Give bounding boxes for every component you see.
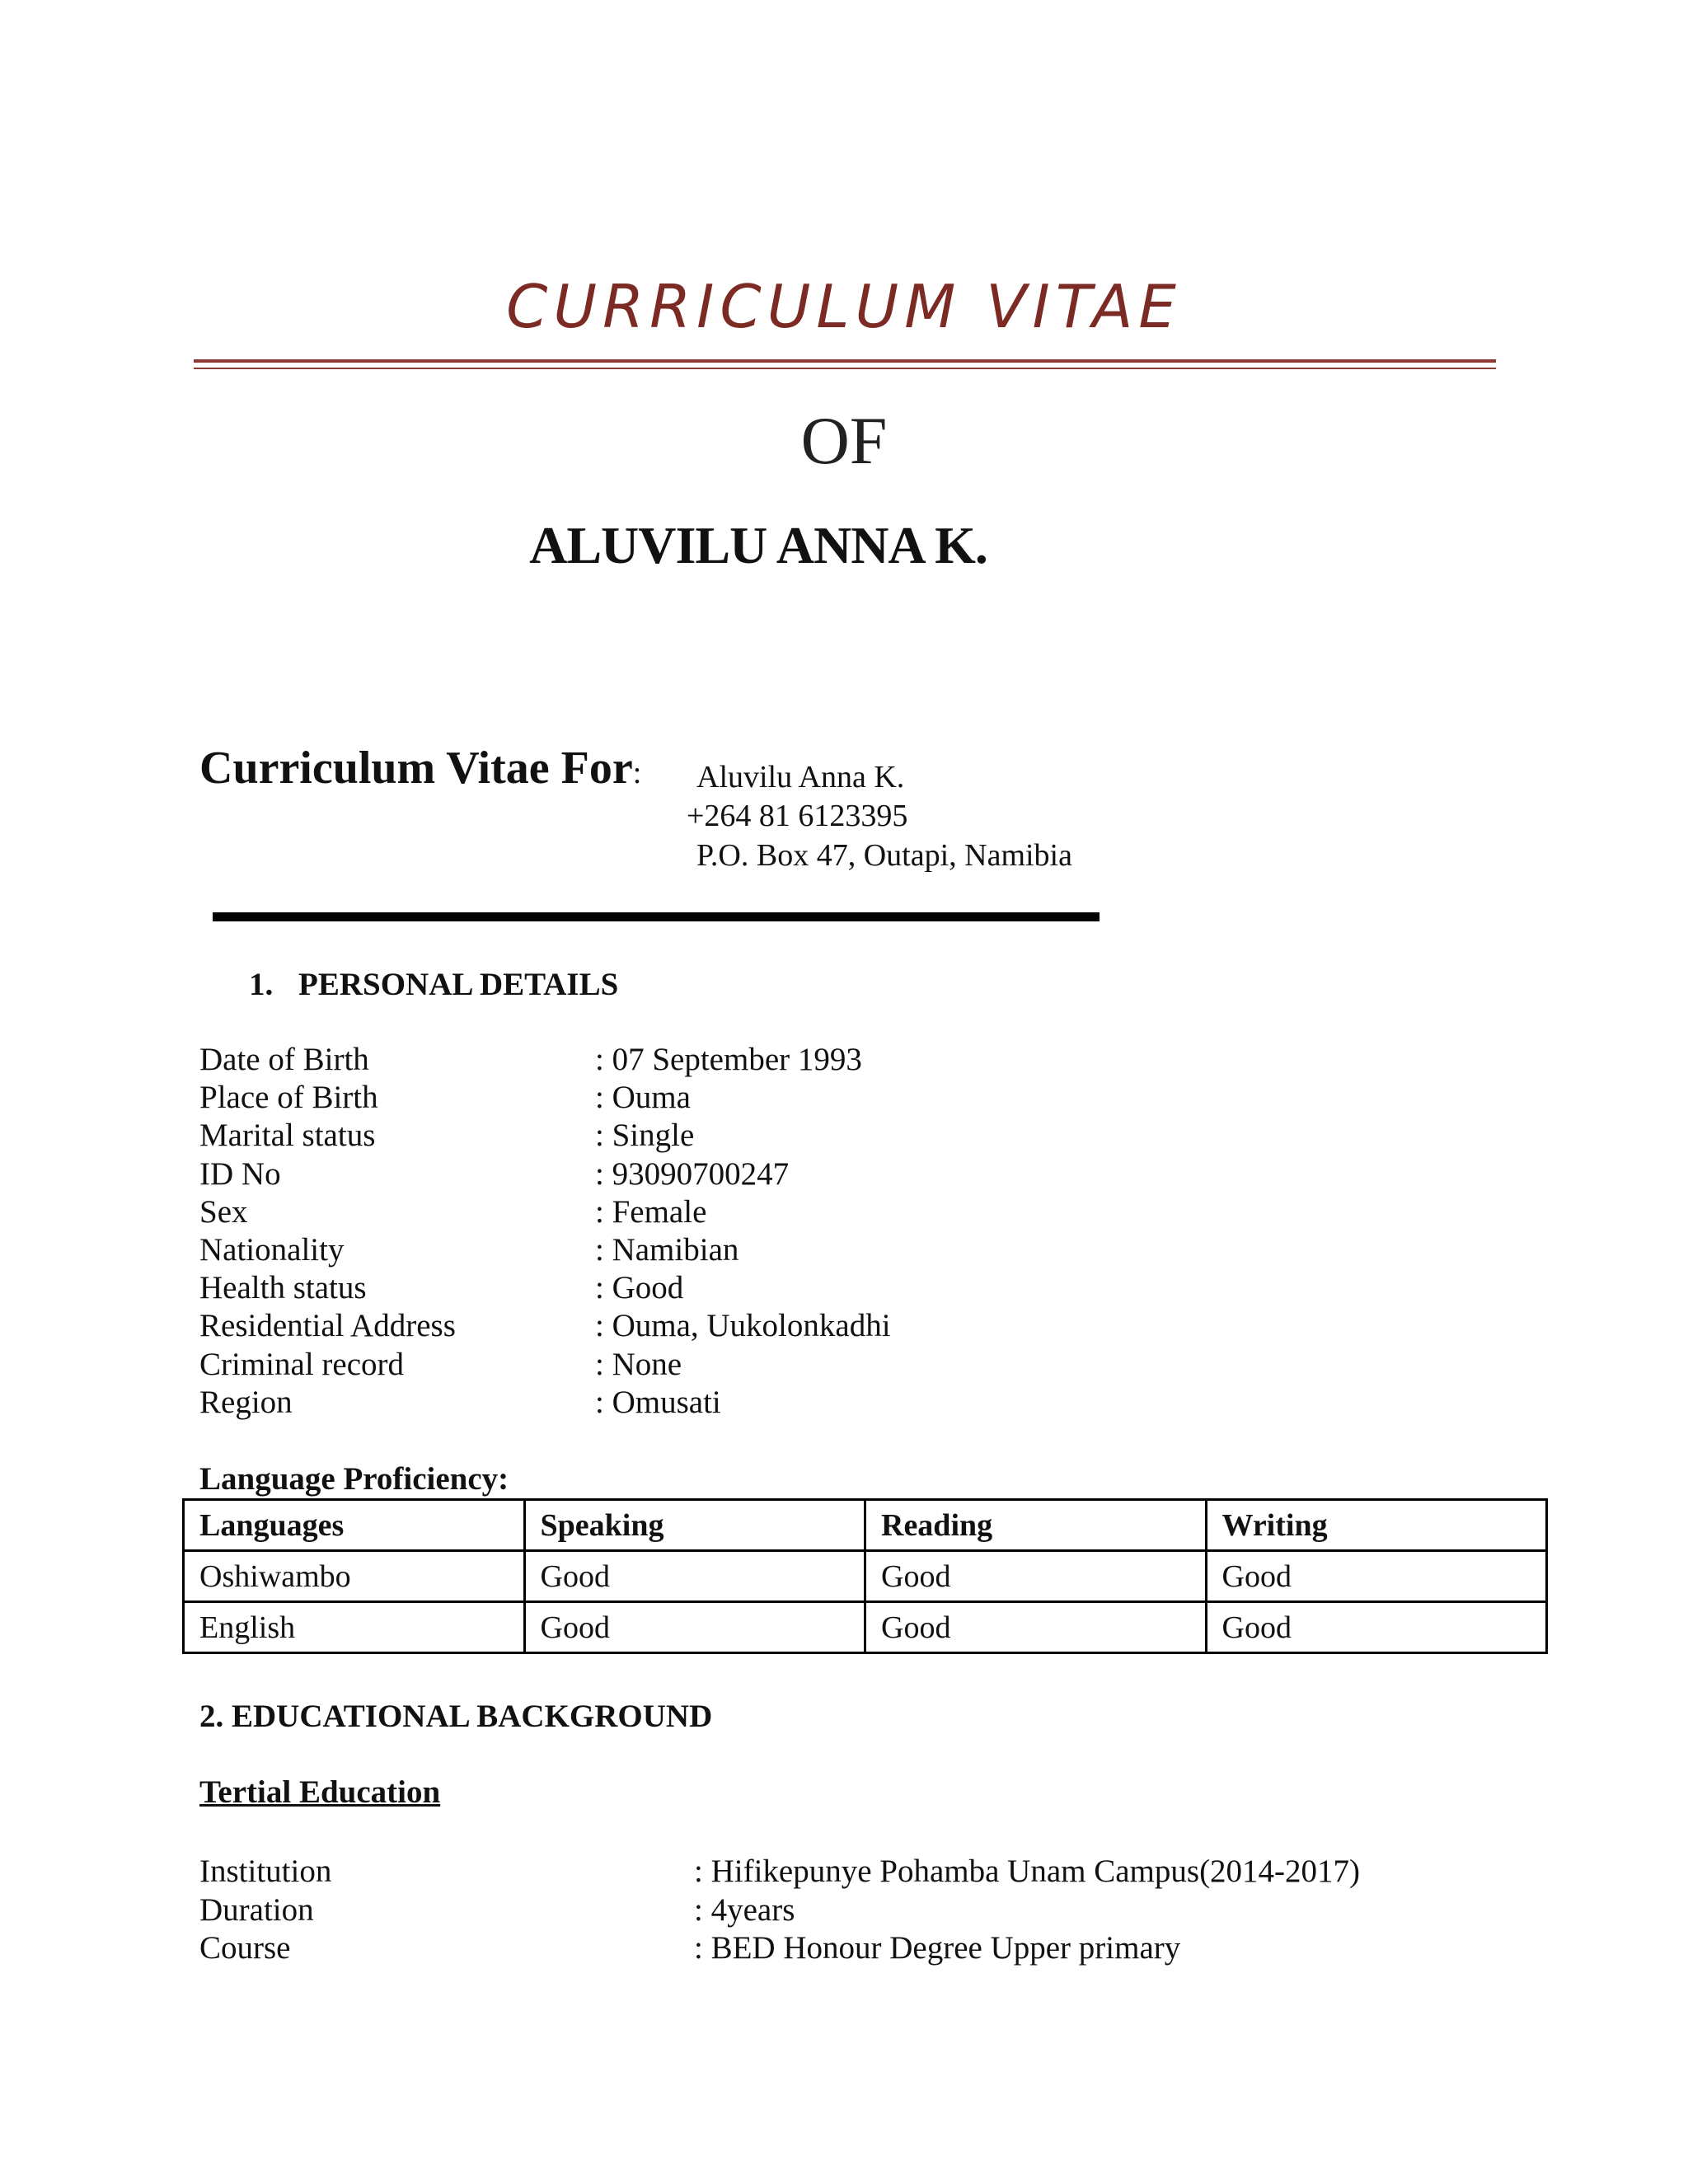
marital-label: Marital status <box>199 1118 376 1153</box>
dob-label: Date of Birth <box>199 1042 369 1077</box>
language-table-header <box>184 1500 1547 1551</box>
id-label: ID No <box>199 1156 281 1192</box>
table-cell: Good <box>524 1602 865 1653</box>
tertiary-education-subheading: Tertial Education <box>199 1774 441 1810</box>
contact-address: P.O. Box 47, Outapi, Namibia <box>696 838 1072 873</box>
cv-for-colon: : <box>632 756 642 790</box>
table-row <box>184 1602 1547 1653</box>
document-title: CURRICULUM VITAE <box>506 272 1182 341</box>
address-value: : Ouma, Uukolonkadhi <box>595 1308 891 1343</box>
nationality-label: Nationality <box>199 1232 345 1268</box>
course-label: Course <box>199 1930 291 1966</box>
table-cell: Oshiwambo <box>184 1551 525 1602</box>
table-cell: Good <box>1206 1551 1547 1602</box>
pob-value: : Ouma <box>595 1080 691 1115</box>
marital-value: : Single <box>595 1118 695 1153</box>
health-value: : Good <box>595 1270 684 1305</box>
personal-details-heading: PERSONAL DETAILS <box>298 967 619 1002</box>
cv-for-label <box>199 742 641 794</box>
criminal-label: Criminal record <box>199 1347 404 1382</box>
table-cell: Good <box>865 1602 1207 1653</box>
address-label: Residential Address <box>199 1308 456 1343</box>
contact-name: Aluvilu Anna K. <box>696 760 905 794</box>
region-value: : Omusati <box>595 1385 721 1420</box>
sex-value: : Female <box>595 1194 707 1230</box>
column-header: Reading <box>865 1500 1207 1551</box>
title-of: OF <box>800 403 888 478</box>
column-header: Writing <box>1206 1500 1547 1551</box>
applicant-name-heading: ALUVILU ANNA K. <box>529 516 987 574</box>
education-heading: 2. EDUCATIONAL BACKGROUND <box>199 1699 713 1734</box>
language-table <box>182 1498 1548 1654</box>
column-header: Speaking <box>524 1500 865 1551</box>
region-label: Region <box>199 1385 293 1420</box>
cv-for-text: Curriculum Vitae For <box>199 743 633 794</box>
criminal-value: : None <box>595 1347 682 1382</box>
title-rule-thin <box>194 368 1496 369</box>
duration-value: : 4years <box>694 1892 795 1928</box>
table-cell: Good <box>865 1551 1207 1602</box>
personal-details-number: 1. <box>249 967 274 1002</box>
table-row <box>184 1551 1547 1602</box>
dob-value: : 07 September 1993 <box>595 1042 862 1077</box>
institution-label: Institution <box>199 1854 332 1889</box>
pob-label: Place of Birth <box>199 1080 378 1115</box>
duration-label: Duration <box>199 1892 314 1928</box>
sex-label: Sex <box>199 1194 248 1230</box>
institution-value: : Hifikepunye Pohamba Unam Campus(2014-2017) <box>694 1854 1361 1889</box>
title-rule-thick <box>194 359 1496 363</box>
section-divider <box>213 912 1100 921</box>
table-cell: English <box>184 1602 525 1653</box>
language-heading: Language Proficiency: <box>199 1461 509 1497</box>
table-cell: Good <box>1206 1602 1547 1653</box>
column-header: Languages <box>184 1500 525 1551</box>
nationality-value: : Namibian <box>595 1232 739 1268</box>
contact-phone: +264 81 6123395 <box>687 799 908 833</box>
id-value: : 93090700247 <box>595 1156 790 1192</box>
health-label: Health status <box>199 1270 367 1305</box>
table-cell: Good <box>524 1551 865 1602</box>
course-value: : BED Honour Degree Upper primary <box>694 1930 1181 1966</box>
